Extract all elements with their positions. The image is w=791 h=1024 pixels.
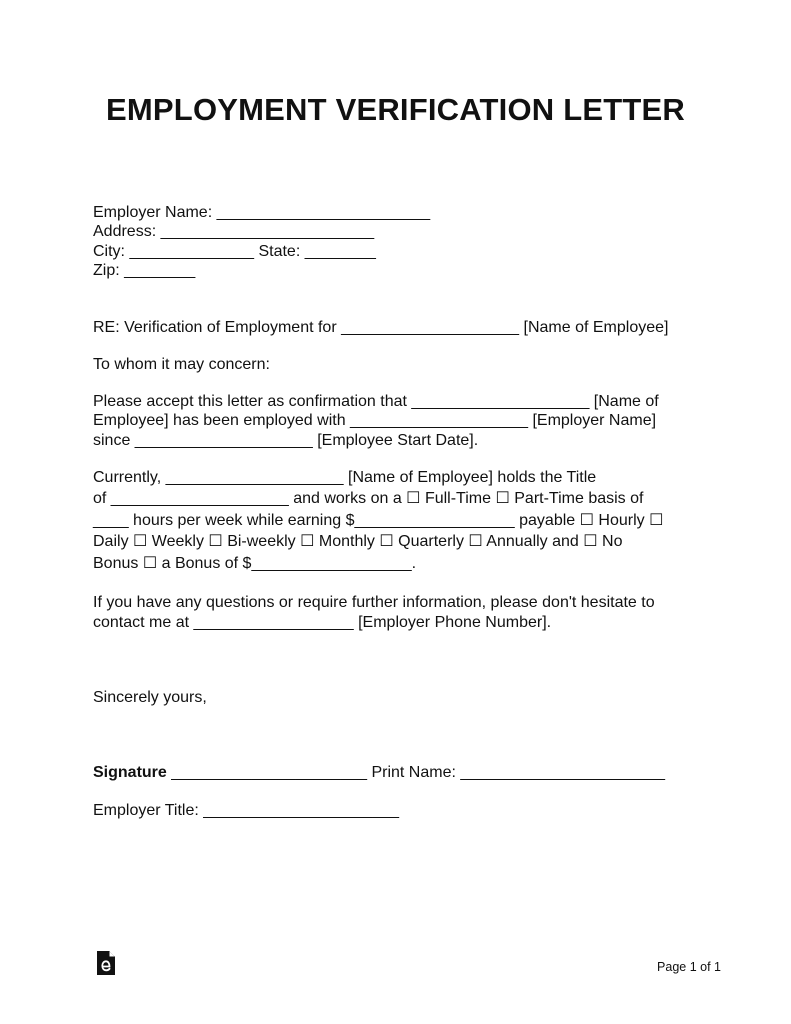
paragraph2-line4: Daily ☐ Weekly ☐ Bi-weekly ☐ Monthly ☐ Quarterly ☐ Annually and ☐ No <box>93 533 623 550</box>
city-state-field: City: ______________ State: ________ <box>93 243 376 260</box>
paragraph2-line3: ____ hours per week while earning $__________________ payable ☐ Hourly ☐ <box>93 512 664 529</box>
paragraph2-line1: Currently, ____________________ [Name of Employee] holds the Title <box>93 469 597 486</box>
employer-title-field: Employer Title: ______________________ <box>93 802 400 819</box>
re-line: RE: Verification of Employment for ____________________ [Name of Employee] <box>93 319 669 336</box>
paragraph1-line2: Employee] has been employed with ____________________ [Employer Name] <box>93 412 657 429</box>
address-field: Address: ________________________ <box>93 223 375 240</box>
page-number: Page 1 of 1 <box>657 960 721 974</box>
paragraph3-line1: If you have any questions or require further information, please don't hesitate to <box>93 594 655 611</box>
paragraph2-line5: Bonus ☐ a Bonus of $__________________. <box>93 555 417 572</box>
paragraph2-line2: of ____________________ and works on a ☐ Full-Time ☐ Part-Time basis of <box>93 490 644 507</box>
signature-print-name: ______________________ Print Name: _______________________ <box>166 764 666 781</box>
signature-label: Signature <box>93 764 167 781</box>
paragraph3-line2: contact me at __________________ [Employer Phone Number]. <box>93 614 552 631</box>
zip-field: Zip: ________ <box>93 262 196 279</box>
document-logo-icon <box>96 950 116 976</box>
paragraph1-line3: since ____________________ [Employee Start Date]. <box>93 432 479 449</box>
paragraph1-line1: Please accept this letter as confirmation that ____________________ [Name of <box>93 393 659 410</box>
employer-name-field: Employer Name: ________________________ <box>93 204 431 221</box>
closing: Sincerely yours, <box>93 689 207 706</box>
signature-line <box>93 763 665 782</box>
document-title: EMPLOYMENT VERIFICATION LETTER <box>106 92 685 127</box>
salutation: To whom it may concern: <box>93 356 270 373</box>
